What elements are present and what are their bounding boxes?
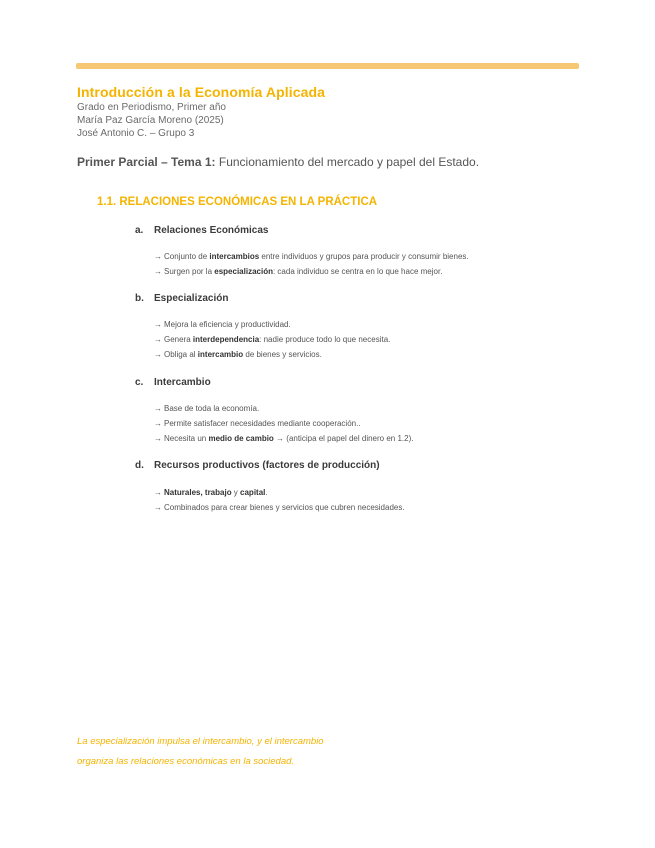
list-item: → Base de toda la economía. <box>154 404 260 413</box>
arrow-right-icon: → <box>154 434 162 443</box>
arrow-right-icon: → <box>154 503 162 512</box>
exam-label: Primer Parcial – Tema 1: <box>77 155 216 169</box>
list-item: → Necesita un medio de cambio → (anticipa el papel del dinero en 1.2). <box>154 434 414 443</box>
list-item: → Combinados para crear bienes y servicios que cubren necesidades. <box>154 503 405 512</box>
document-title: Introducción a la Economía Aplicada <box>77 84 326 100</box>
arrow-right-icon: → <box>154 419 162 428</box>
arrow-right-icon: → <box>154 404 162 413</box>
item-letter: a. <box>135 225 144 236</box>
item-heading-d <box>135 460 380 471</box>
list-item: → Mejora la eficiencia y productividad. <box>154 320 291 329</box>
section-heading: 1.1. RELACIONES ECONÓMICAS EN LA PRÁCTICA <box>97 196 378 208</box>
header-accent-bar <box>76 63 579 69</box>
meta-group: José Antonio C. – Grupo 3 <box>77 128 195 139</box>
item-letter: b. <box>135 293 144 304</box>
arrow-right-icon: → <box>154 350 162 359</box>
item-heading-a <box>135 225 269 236</box>
list-item: → Permite satisfacer necesidades mediante cooperación.. <box>154 419 361 428</box>
arrow-right-icon: → <box>154 252 162 261</box>
closing-quote-line-1: La especialización impulsa el intercambio, y el intercambio <box>77 736 324 747</box>
item-heading-c <box>135 377 211 388</box>
arrow-right-icon: → <box>154 335 162 344</box>
item-heading-b <box>135 293 228 304</box>
item-title: Especialización <box>154 293 229 304</box>
exam-topic-text: Funcionamiento del mercado y papel del Estado. <box>215 155 480 169</box>
item-title: Relaciones Económicas <box>154 225 269 236</box>
closing-quote-line-2: organiza las relaciones económicas en la sociedad. <box>77 756 295 767</box>
item-title: Recursos productivos (factores de producción) <box>154 460 380 471</box>
list-item: → Conjunto de intercambios entre individuos y grupos para producir y consumir bienes. <box>154 252 469 261</box>
meta-author: María Paz García Moreno (2025) <box>77 115 224 126</box>
arrow-right-icon: → <box>154 267 162 276</box>
meta-program: Grado en Periodismo, Primer año <box>77 102 226 113</box>
list-item: → Obliga al intercambio de bienes y servicios. <box>154 350 322 359</box>
list-item: → Genera interdependencia: nadie produce todo lo que necesita. <box>154 335 391 344</box>
list-item: → Naturales, trabajo y capital. <box>154 488 268 497</box>
item-letter: c. <box>135 377 144 388</box>
exam-topic <box>77 155 479 169</box>
item-letter: d. <box>135 460 144 471</box>
list-item: → Surgen por la especialización: cada individuo se centra en lo que hace mejor. <box>154 267 443 276</box>
arrow-right-icon: → <box>154 320 162 329</box>
item-title: Intercambio <box>154 377 211 388</box>
arrow-right-icon: → <box>154 488 162 497</box>
